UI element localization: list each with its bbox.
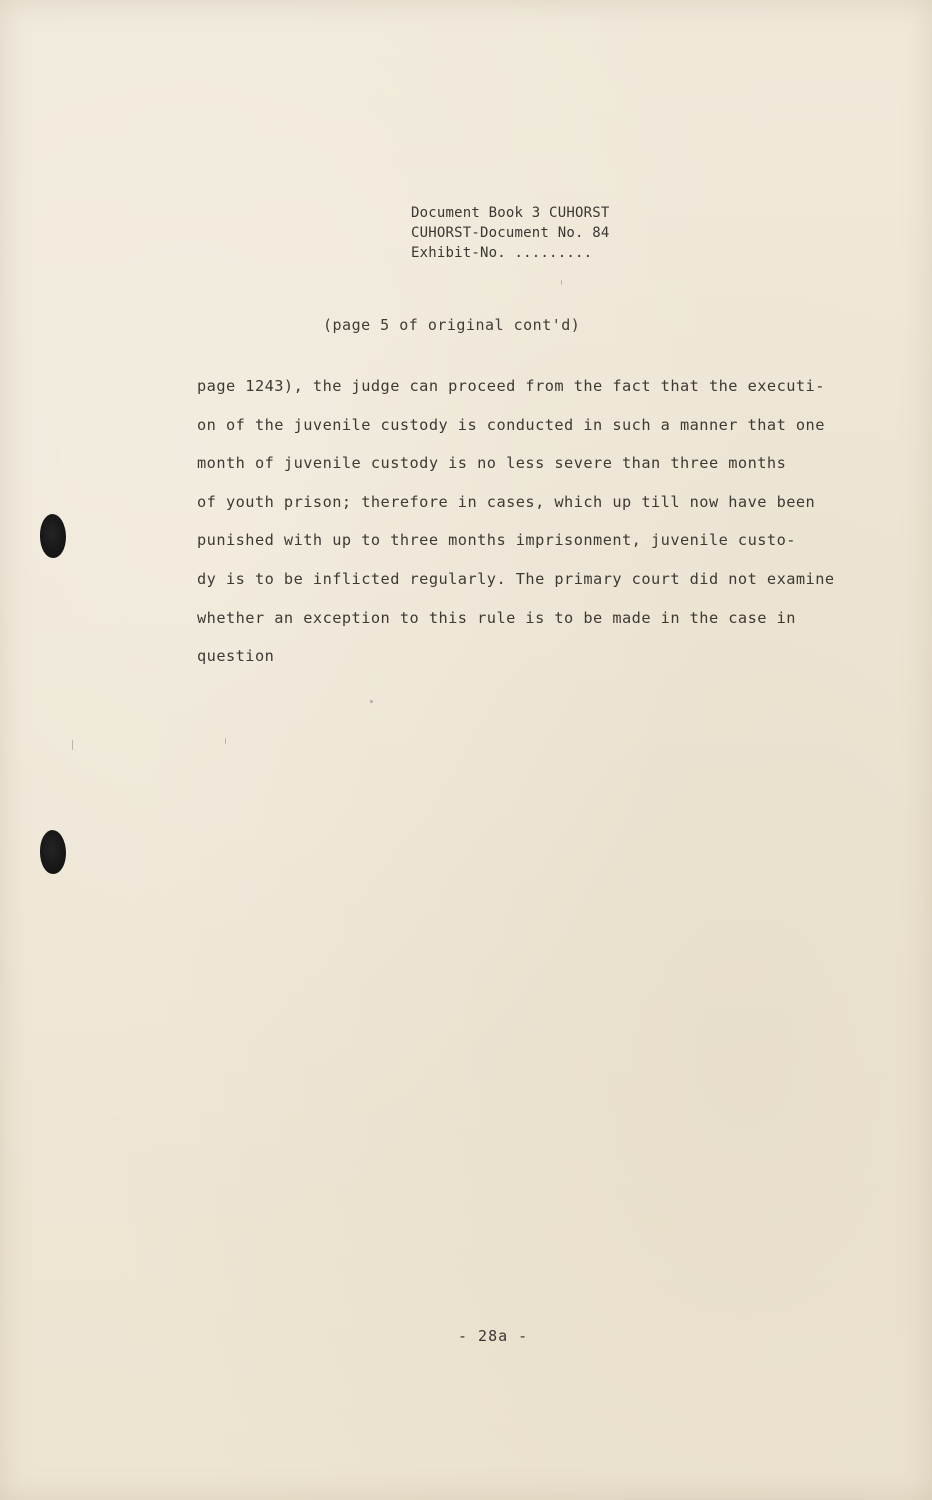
document-reference xyxy=(411,203,671,263)
paper-speck xyxy=(72,740,73,750)
document-book-line: Document Book 3 CUHORST xyxy=(411,205,610,221)
body-text xyxy=(197,375,847,684)
exhibit-number-line: Exhibit-No. ......... xyxy=(411,245,593,261)
body-line: punished with up to three months imprisonment, juvenile custo- xyxy=(197,531,796,550)
document-number-line: CUHORST-Document No. 84 xyxy=(411,225,610,241)
body-line: month of juvenile custody is no less severe than three months xyxy=(197,454,787,473)
page-number: - 28a - xyxy=(458,1327,529,1345)
page-continuation-note: (page 5 of original cont'd) xyxy=(323,316,581,334)
paper-speck xyxy=(225,738,226,744)
paper-speck xyxy=(561,280,562,285)
body-line: dy is to be inflicted regularly. The primary court did not examine xyxy=(197,569,835,588)
punch-hole xyxy=(40,514,66,558)
body-line: page 1243), the judge can proceed from the fact that the executi- xyxy=(197,377,825,395)
body-line: whether an exception to this rule is to be made in the case in xyxy=(197,608,796,627)
paper-speck xyxy=(370,700,373,703)
body-line: on of the juvenile custody is conducted in such a manner that one xyxy=(197,415,825,434)
body-line: question xyxy=(197,647,275,666)
punch-hole xyxy=(40,830,66,874)
body-line: of youth prison; therefore in cases, which up till now have been xyxy=(197,492,816,511)
